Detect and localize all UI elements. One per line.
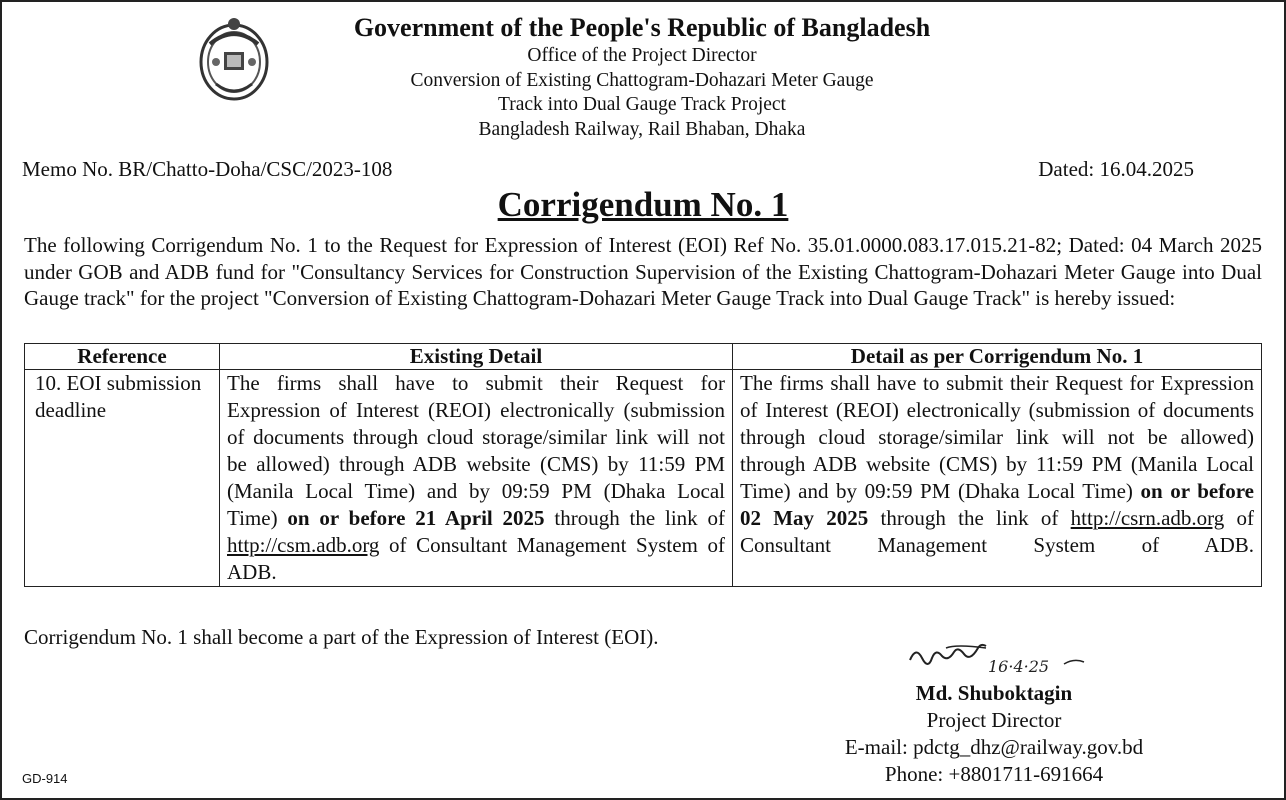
corrigendum-table <box>24 343 1262 587</box>
signatory-email: E-mail: pdctg_dhz@railway.gov.bd <box>844 735 1144 759</box>
memo-number: Memo No. BR/Chatto-Doha/CSC/2023-108 <box>22 157 393 181</box>
header-existing-detail: Existing Detail <box>220 344 733 370</box>
document-code: GD-914 <box>22 771 68 786</box>
header-corrigendum-detail: Detail as per Corrigendum No. 1 <box>733 344 1262 370</box>
letterhead <box>300 12 984 142</box>
government-title: Government of the People's Republic of Bangladesh <box>353 13 931 42</box>
header-reference: Reference <box>25 344 220 370</box>
table-header-row <box>25 344 1262 370</box>
reference-cell: 10. EOI submission deadline <box>25 370 220 587</box>
project-name-line2: Track into Dual Gauge Track Project <box>498 94 786 115</box>
corrigendum-deadline: on or before 02 May 2025 <box>740 479 1254 530</box>
table-row <box>25 370 1262 587</box>
corrigendum-link[interactable]: http://csrn.adb.org <box>1070 506 1225 530</box>
office-name: Office of the Project Director <box>527 45 757 66</box>
signatory-block <box>800 680 1188 788</box>
memo-row <box>22 156 1194 182</box>
office-address: Bangladesh Railway, Rail Bhaban, Dhaka <box>478 118 806 140</box>
handwritten-signature <box>906 638 1106 682</box>
document-title: Corrigendum No. 1 <box>497 185 789 224</box>
signatory-designation: Project Director <box>926 708 1062 732</box>
existing-link[interactable]: http://csm.adb.org <box>227 533 380 557</box>
government-seal-icon <box>196 14 272 104</box>
project-name-line1: Conversion of Existing Chattogram-Dohazari Meter Gauge <box>410 69 874 91</box>
corrigendum-detail-cell: The firms shall have to submit their Request for Expression of Interest (REOI) electronically (submission of documents through cloud storage/similar link will not be allowed) through ADB website (CMS) by 11:59 PM (Manila Local Time) and by 09:59 PM (Dhaka Local Time) on or before 02 May 2025 through the link of http://csrn.adb.org of Consultant Management System of ADB. <box>733 370 1262 587</box>
signatory-name: Md. Shuboktagin <box>915 681 1073 705</box>
svg-text:16·4·25: 16·4·25 <box>988 657 1050 676</box>
signatory-phone: Phone: +8801711-691664 <box>884 762 1104 786</box>
memo-date: Dated: 16.04.2025 <box>1038 157 1194 181</box>
existing-detail-cell: The firms shall have to submit their Request for Expression of Interest (REOI) electronically (submission of documents through cloud storage/similar link will not be allowed) through ADB website (CMS) by 11:59 PM (Manila Local Time) and by 09:59 PM (Dhaka Local Time) on or before 21 April 2025 through the link of http://csm.adb.org of Consultant Management System of ADB. <box>220 370 733 587</box>
intro-paragraph: The following Corrigendum No. 1 to the Request for Expression of Interest (EOI) Ref No. 35.01.0000.083.17.015.21-82; Dated: 04 March 2025 under GOB and ADB fund for "Consultancy Services for Construction Supervision of the Existing Chattogram-Dohazari Meter Gauge into Dual Gauge track" for the project "Conversion of Existing Chattogram-Dohazari Meter Gauge Track into Dual Gauge Track" is hereby issued: <box>24 233 1262 310</box>
footer-note: Corrigendum No. 1 shall become a part of the Expression of Interest (EOI). <box>24 625 659 649</box>
existing-deadline: on or before 21 April 2025 <box>287 506 545 530</box>
